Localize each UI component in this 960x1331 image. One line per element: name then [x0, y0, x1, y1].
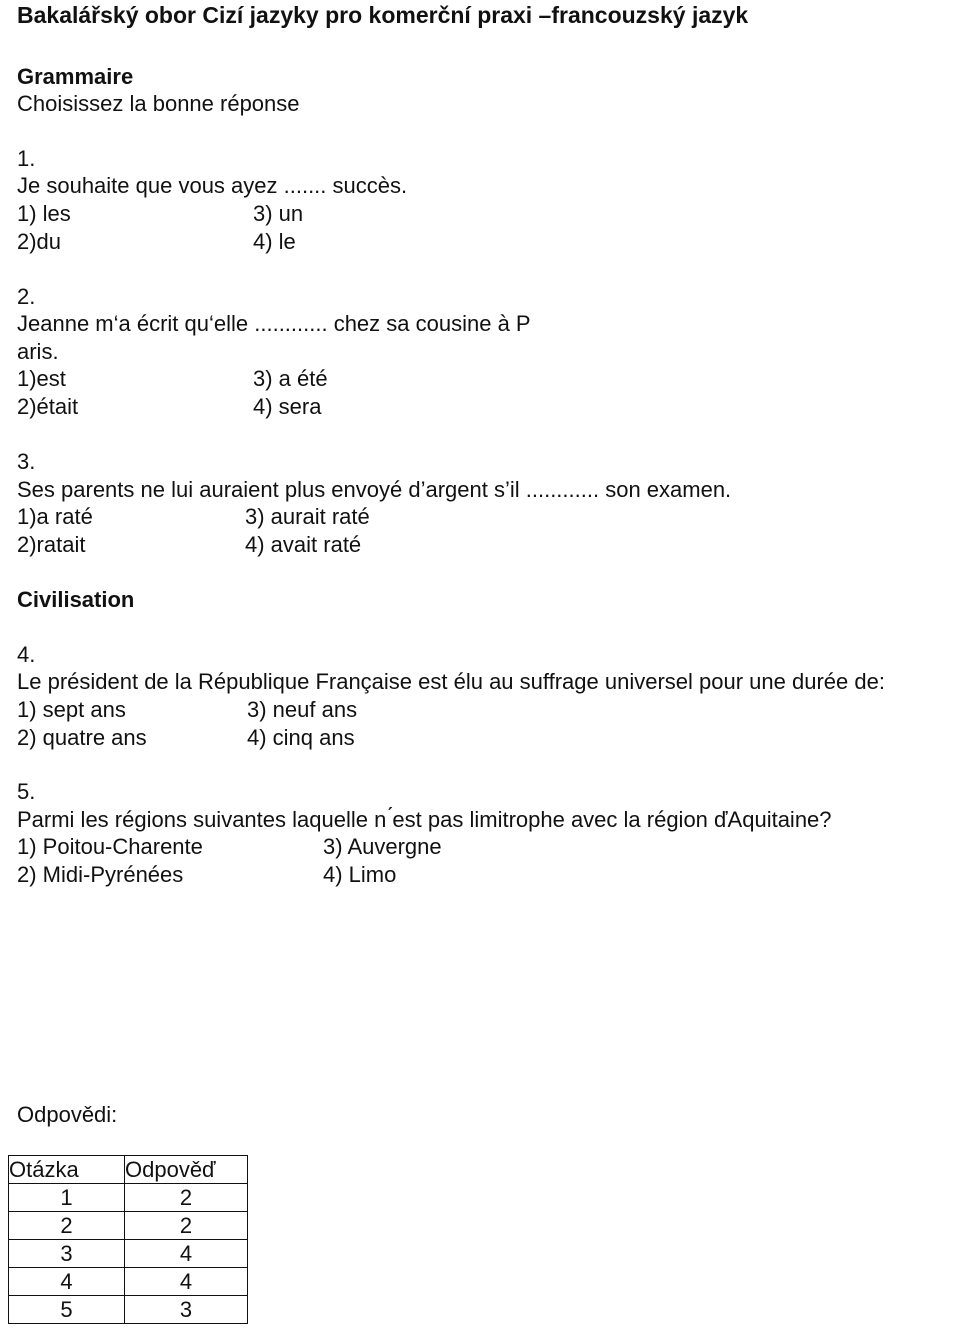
question-2-option-4: 4) sera	[253, 394, 322, 419]
answers-cell-answer: 3	[125, 1296, 248, 1324]
question-3-option-2: 2)ratait	[17, 532, 86, 557]
answers-table-header-row	[9, 1156, 248, 1184]
question-1-text: Je souhaite que vous ayez ....... succès.	[17, 173, 408, 198]
answers-cell-question: 2	[9, 1212, 125, 1240]
answers-cell-question: 3	[9, 1240, 125, 1268]
question-5-option-1: 1) Poitou-Charente	[17, 834, 203, 859]
question-5-number: 5.	[17, 779, 36, 804]
question-3-option-4: 4) avait raté	[245, 532, 362, 557]
question-4-option-2: 2) quatre ans	[17, 725, 147, 750]
answers-cell-answer: 2	[125, 1212, 248, 1240]
question-5-option-3: 3) Auvergne	[323, 834, 442, 859]
question-4-option-3: 3) neuf ans	[247, 697, 358, 722]
answers-header-answer: Odpověď	[125, 1156, 248, 1184]
question-5-option-4: 4) Limo	[323, 862, 397, 887]
question-2-option-3: 3) a été	[253, 366, 328, 391]
question-2-number: 2.	[17, 284, 36, 309]
table-row	[9, 1240, 248, 1268]
answers-cell-question: 5	[9, 1296, 125, 1324]
section-heading-grammar: Grammaire	[17, 64, 134, 89]
question-4-option-4: 4) cinq ans	[247, 725, 355, 750]
answers-table	[8, 1155, 248, 1324]
document-title: Bakalářský obor Cizí jazyky pro komerční praxi –francouzský jazyk	[17, 2, 749, 28]
section-heading-civilisation: Civilisation	[17, 587, 135, 612]
question-1-option-4: 4) le	[253, 229, 296, 254]
answers-cell-answer: 2	[125, 1184, 248, 1212]
question-2-option-2: 2)était	[17, 394, 79, 419]
question-2-text-line-2: aris.	[17, 339, 59, 364]
table-row	[9, 1184, 248, 1212]
question-3-option-1: 1)a raté	[17, 504, 93, 529]
answers-cell-question: 1	[9, 1184, 125, 1212]
question-1-option-1: 1) les	[17, 201, 71, 226]
table-row	[9, 1296, 248, 1324]
question-1-option-2: 2)du	[17, 229, 62, 254]
question-5-text: Parmi les régions suivantes laquelle n ́est pas limitrophe avec la région ďAquitaine?	[17, 807, 832, 832]
question-4-number: 4.	[17, 642, 36, 667]
question-4-option-1: 1) sept ans	[17, 697, 126, 722]
answers-cell-question: 4	[9, 1268, 125, 1296]
instruction: Choisissez la bonne réponse	[17, 91, 300, 116]
question-1-option-3: 3) un	[253, 201, 304, 226]
question-4-text: Le président de la République Française est élu au suffrage universel pour une durée de:	[17, 669, 885, 694]
answers-label: Odpovědi:	[17, 1102, 118, 1127]
question-3-number: 3.	[17, 449, 36, 474]
question-2-text-line-1: Jeanne m‘a écrit qu‘elle ............ chez sa cousine à P	[17, 311, 531, 336]
question-3-option-3: 3) aurait raté	[245, 504, 370, 529]
question-3-text: Ses parents ne lui auraient plus envoyé d’argent s’il ............ son examen.	[17, 477, 732, 502]
answers-cell-answer: 4	[125, 1268, 248, 1296]
question-1-number: 1.	[17, 146, 36, 171]
answers-header-question: Otázka	[9, 1156, 125, 1184]
table-row	[9, 1268, 248, 1296]
table-row	[9, 1212, 248, 1240]
question-2-option-1: 1)est	[17, 366, 66, 391]
answers-cell-answer: 4	[125, 1240, 248, 1268]
question-5-option-2: 2) Midi-Pyrénées	[17, 862, 184, 887]
